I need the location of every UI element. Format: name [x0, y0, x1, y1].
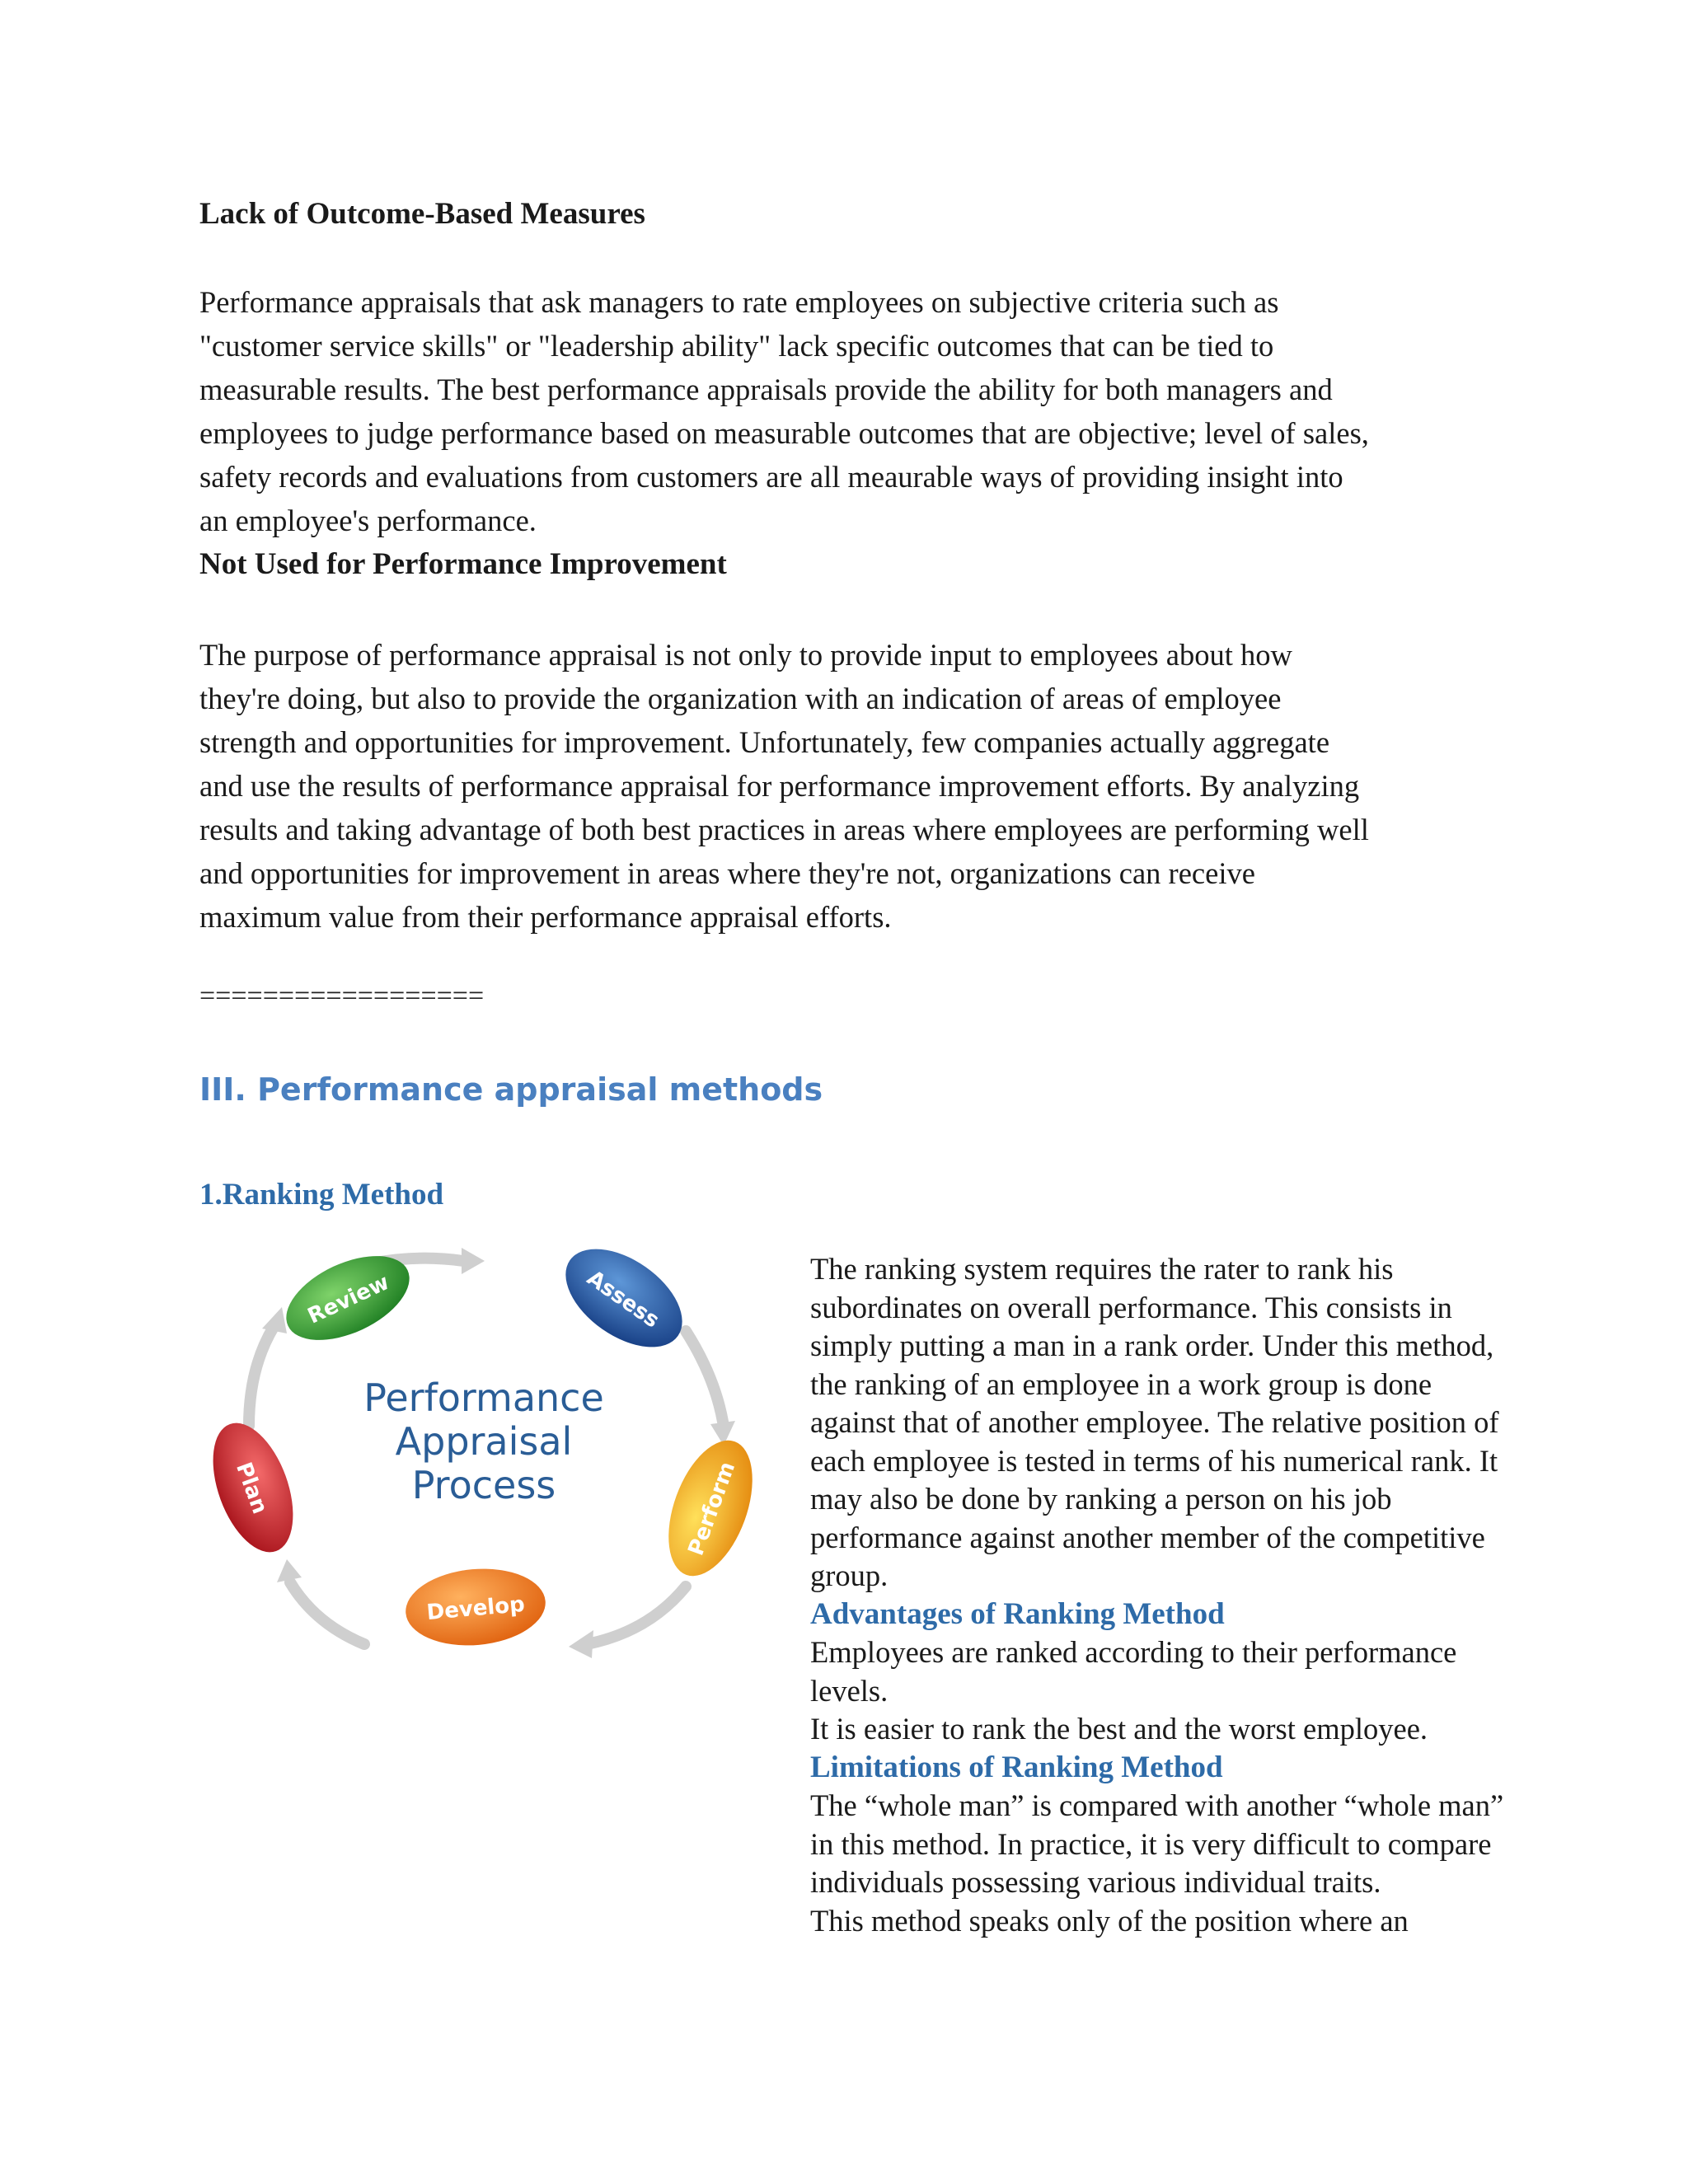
- advantages-line: It is easier to rank the best and the worst employee.: [810, 1712, 1428, 1746]
- develop-node: [402, 1563, 548, 1651]
- ranking-method-description: [810, 1250, 1577, 1940]
- paragraph-line: strength and opportunities for improvement. Unfortunately, few companies actually aggregate: [199, 725, 1330, 759]
- paragraph-line: employees to judge performance based on measurable outcomes that are objective; level of sales,: [199, 416, 1369, 450]
- plan-label: Plan: [231, 1459, 273, 1517]
- ranking-intro-line: the ranking of an employee in a work group is done: [810, 1366, 1432, 1401]
- ranking-intro-line: against that of another employee. The relative position of: [810, 1405, 1499, 1439]
- perform-node: [652, 1429, 768, 1587]
- ranking-intro-line: each employee is tested in terms of his numerical rank. It: [810, 1443, 1498, 1478]
- paragraph-line: safety records and evaluations from customers are all meaurable ways of providing insight into: [199, 460, 1343, 494]
- limitations-line: The “whole man” is compared with another “whole man”: [810, 1788, 1504, 1822]
- ranking-intro-line: performance against another member of the competitive: [810, 1520, 1485, 1554]
- plan-node: [199, 1413, 309, 1563]
- paragraph-line: results and taking advantage of both best practices in areas where employees are performing well: [199, 813, 1369, 846]
- ranking-intro-line: group.: [810, 1558, 889, 1592]
- diagram-center-line: Performance: [363, 1376, 604, 1420]
- limitations-line: in this method. In practice, it is very difficult to compare: [810, 1826, 1492, 1861]
- advantages-line: Employees are ranked according to their performance: [810, 1635, 1457, 1669]
- section-title-appraisal-methods: III. Performance appraisal methods: [199, 1071, 823, 1108]
- appraisal-process-diagram: [199, 1236, 768, 1681]
- section-divider: ==================: [199, 981, 485, 1011]
- paragraph-line: measurable results. The best performance appraisals provide the ability for both managers and: [199, 373, 1333, 406]
- limitations-line: individuals possessing various individual traits.: [810, 1865, 1381, 1899]
- paragraph-line: Performance appraisals that ask managers to rate employees on subjective criteria such as: [199, 285, 1279, 319]
- paragraph-line: "customer service skills" or "leadership ability" lack specific outcomes that can be tied to: [199, 329, 1274, 363]
- paragraph-line: and opportunities for improvement in areas where they're not, organizations can receive: [199, 856, 1255, 890]
- diagram-center-line: Process: [411, 1463, 556, 1507]
- ranking-intro-line: subordinates on overall performance. This consists in: [810, 1290, 1452, 1324]
- limitations-heading: Limitations of Ranking Method: [810, 1750, 1223, 1784]
- paragraph-line: The purpose of performance appraisal is not only to provide input to employees about how: [199, 638, 1292, 672]
- develop-label: Develop: [425, 1591, 526, 1626]
- arrow-plan-to-review: [249, 1327, 274, 1426]
- arrow-perform-to-develop: [587, 1586, 686, 1644]
- paragraph-line: maximum value from their performance appraisal efforts.: [199, 900, 892, 934]
- review-label: Review: [303, 1269, 393, 1329]
- advantages-line: levels.: [810, 1673, 889, 1708]
- heading-performance-improvement: Not Used for Performance Improvement: [199, 547, 727, 581]
- paragraph-line: they're doing, but also to provide the organization with an indication of areas of employee: [199, 682, 1282, 715]
- ranking-intro-line: The ranking system requires the rater to rank his: [810, 1252, 1394, 1286]
- perform-label: Perform: [683, 1458, 741, 1559]
- paragraph-performance-improvement: [199, 633, 1510, 939]
- arrowhead: [462, 1248, 485, 1274]
- paragraph-outcome-based-measures: [199, 280, 1510, 542]
- diagram-center-line: Appraisal: [395, 1419, 573, 1464]
- limitations-line: This method speaks only of the position where an: [810, 1903, 1409, 1938]
- assess-label: Assess: [582, 1265, 664, 1333]
- arrow-develop-to-plan: [290, 1582, 364, 1644]
- ranking-intro-line: simply putting a man in a rank order. Under this method,: [810, 1329, 1494, 1362]
- paragraph-line: and use the results of performance appraisal for performance improvement efforts. By analyzing: [199, 769, 1360, 803]
- ranking-intro-line: may also be done by ranking a person on his job: [810, 1482, 1392, 1516]
- arrow-assess-to-perform: [686, 1331, 723, 1422]
- assess-node: [548, 1236, 700, 1367]
- arrowhead: [277, 1559, 302, 1582]
- subheading-ranking-method: 1.Ranking Method: [199, 1178, 444, 1212]
- paragraph-line: an employee's performance.: [199, 504, 537, 537]
- heading-outcome-based-measures: Lack of Outcome-Based Measures: [199, 197, 645, 231]
- diagram-center-title: [363, 1376, 604, 1507]
- advantages-heading: Advantages of Ranking Method: [810, 1596, 1225, 1631]
- arrowhead: [569, 1630, 593, 1658]
